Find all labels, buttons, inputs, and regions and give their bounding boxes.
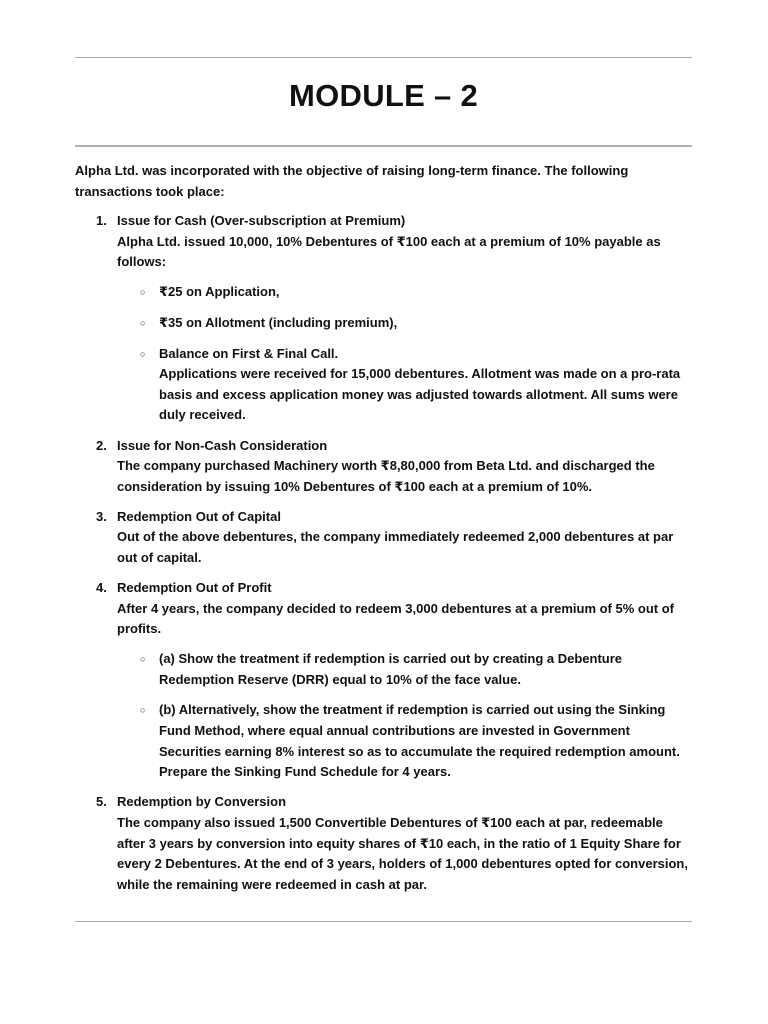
title-divider: [75, 145, 692, 147]
task-number: 2.: [96, 437, 107, 453]
task-list: [75, 211, 692, 895]
subitem-list: [117, 282, 692, 426]
subitem: [117, 282, 692, 303]
hollow-bullet-icon: ○: [140, 286, 146, 297]
subitem-text: (b) Alternatively, show the treatment if redemption is carried out using the Sinking Fund Method, where equal annual contributions are invested in Government Securities earning 8% interest so as to accumulate the required redemption amount. Prepare the Sinking Fund Schedule for 4 years.: [159, 702, 680, 780]
task-item: [75, 211, 692, 426]
task-number: 4.: [96, 580, 107, 596]
task-heading: Issue for Non-Cash Consideration: [117, 437, 328, 453]
task-heading: Issue for Cash (Over-subscription at Premium): [117, 213, 406, 229]
top-divider: [75, 57, 692, 58]
subitem: [117, 344, 692, 426]
task-number: 5.: [96, 794, 107, 810]
document-body: [75, 161, 692, 905]
task-item: [75, 436, 692, 498]
hollow-bullet-icon: ○: [140, 705, 146, 716]
subitem-text: (a) Show the treatment if redemption is carried out by creating a Debenture Redemption Reserve (DRR) equal to 10% of the face value.: [159, 651, 623, 687]
document-page: [75, 0, 692, 1024]
task-description: Out of the above debentures, the company immediately redeemed 2,000 debentures at par out of capital.: [117, 529, 674, 566]
subitem-text: Balance on First & Final Call.: [159, 345, 339, 361]
subitem-text: ₹35 on Allotment (including premium),: [159, 314, 398, 330]
task-heading: Redemption by Conversion: [117, 794, 287, 810]
task-description: The company purchased Machinery worth ₹8,80,000 from Beta Ltd. and discharged the consideration by issuing 10% Debentures of ₹100 each at a premium of 10%.: [117, 458, 655, 494]
subitem: [117, 700, 692, 782]
subitem-note: Applications were received for 15,000 debentures. Allotment was made on a pro-rata basis and excess application money was adjusted towards allotment. All sums were duly received.: [159, 366, 681, 423]
task-number: 3.: [96, 508, 107, 524]
intro-paragraph: Alpha Ltd. was incorporated with the objective of raising long-term finance. The following transactions took place:: [75, 163, 629, 199]
hollow-bullet-icon: ○: [140, 317, 146, 328]
subitem-text: ₹25 on Application,: [159, 283, 280, 299]
subitem: [117, 313, 692, 334]
task-description: Alpha Ltd. issued 10,000, 10% Debentures of ₹100 each at a premium of 10% payable as follows:: [117, 233, 661, 270]
task-item: [75, 792, 692, 895]
task-description: The company also issued 1,500 Convertible Debentures of ₹100 each at par, redeemable after 3 years by conversion into equity shares of ₹10 each, in the ratio of 1 Equity Share for every 2 Debentures. At the end of 3 years, holders of 1,000 debentures opted for conversion, while the remaining were redeemed in cash at par.: [117, 814, 688, 892]
task-item: [75, 507, 692, 569]
bottom-divider: [75, 921, 692, 922]
task-description: After 4 years, the company decided to redeem 3,000 debentures at a premium of 5% out of profits.: [117, 600, 674, 637]
task-item: [75, 578, 692, 783]
subitem: [117, 649, 692, 690]
module-title: MODULE – 2: [288, 78, 479, 113]
hollow-bullet-icon: ○: [140, 348, 146, 359]
subitem-list: [117, 649, 692, 783]
task-heading: Redemption Out of Capital: [117, 508, 281, 524]
task-heading: Redemption Out of Profit: [117, 580, 272, 596]
task-number: 1.: [96, 213, 107, 229]
hollow-bullet-icon: ○: [140, 654, 146, 665]
